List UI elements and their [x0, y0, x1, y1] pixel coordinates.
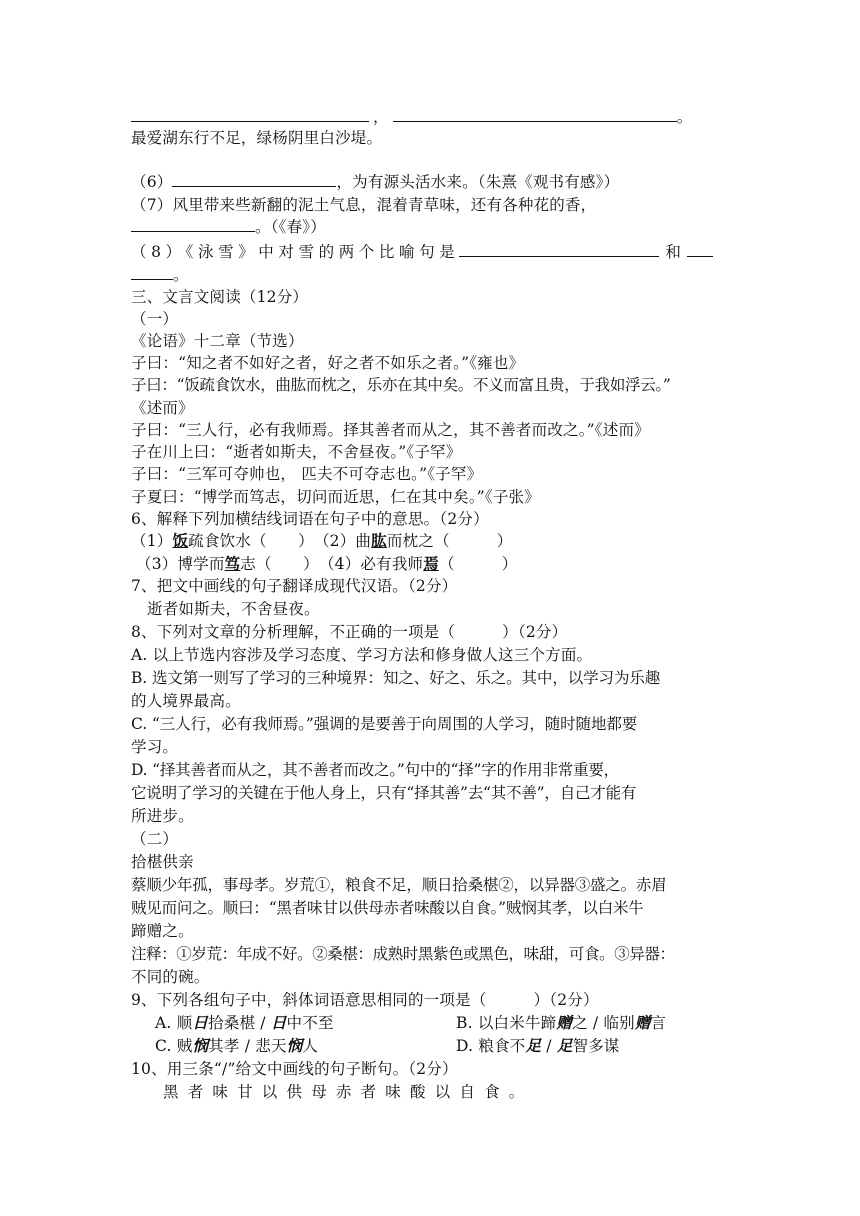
item-text: （ ） — [438, 555, 518, 573]
item-text: 。（《春》） — [255, 218, 326, 236]
blank-line-row — [131, 106, 731, 128]
italic-word: 日 — [270, 1013, 287, 1032]
passage-line: 贼见而问之。顺曰：“黑者味甘以供母赤者味酸以自食。”贼悯其孝，以白米牛 — [131, 899, 644, 917]
item-text: 中不至 — [286, 1014, 334, 1032]
answer-blank[interactable] — [131, 264, 173, 280]
option-9a — [155, 1012, 415, 1034]
passage-line: 蹄赠之。 — [131, 922, 194, 940]
passage-line: 子夏曰：“博学而笃志，切问而近思，仁在其中矣。”《子张》 — [131, 488, 540, 506]
option-b: B. 选文第一则写了学习的三种境界：知之、好之、乐之。其中，以学习为乐趣 — [131, 669, 661, 687]
passage-title: 《论语》十二章（节选） — [131, 332, 304, 350]
subsection-label: （一） — [131, 310, 179, 328]
annotation-line: 注释：①岁荒：年成不好。②桑椹：成熟时黑紫色或黑色，味甜，可食。③异器： — [131, 945, 675, 963]
option-9b — [456, 1012, 736, 1034]
question-6-items-b — [136, 553, 736, 575]
comma: ， — [373, 108, 389, 126]
italic-word: 悯 — [192, 1036, 209, 1055]
underlined-word: 肱 — [371, 531, 387, 550]
answer-blank[interactable] — [131, 106, 369, 122]
italic-word: 赠 — [556, 1013, 573, 1032]
passage-line: 子在川上曰：“逝者如斯夫，不舍昼夜。”《子罕》 — [131, 443, 462, 461]
answer-blank[interactable] — [393, 106, 677, 122]
passage-line: 蔡顺少年孤，事母孝。岁荒①，粮食不足，顺日拾桑椹②，以异器③盛之。赤眉 — [131, 876, 667, 894]
item-text: 。 — [173, 266, 189, 284]
passage-line: 子曰：“饭疏食饮水，曲肱而枕之，乐亦在其中矣。不义而富且贵，于我如浮云。” — [131, 376, 671, 394]
underlined-word: 焉 — [423, 554, 439, 573]
item-text: 和 — [665, 243, 682, 261]
item-text: ，为有源头活水来。（朱熹《观书有感》） — [336, 173, 620, 191]
item-text: 志（ ） （4）必有我师 — [240, 555, 424, 573]
italic-word: 足 — [556, 1036, 573, 1055]
option-b-cont: 的人境界最高。 — [131, 692, 241, 710]
question-10-sentence: 黑者味甘以供母赤者味酸以自食。 — [163, 1083, 534, 1101]
option-d-cont2: 所进步。 — [131, 807, 194, 825]
passage-line: 子曰：“三人行，必有我师焉。择其善者而从之，其不善者而改之。”《述而》 — [131, 421, 650, 439]
item-text: A. 顺 — [155, 1014, 193, 1032]
question-7-sentence: 逝者如斯夫，不舍昼夜。 — [147, 600, 320, 618]
passage-line: 子曰：“知之者不如好之者，好之者不如乐之者。”《雍也》 — [131, 354, 525, 372]
question-6-fill — [131, 171, 731, 193]
option-a: A. 以上节选内容涉及学习态度、学习方法和修身做人这三个方面。 — [131, 646, 593, 664]
passage-line: 《述而》 — [131, 399, 194, 417]
question-10: 10、用三条“/”给文中画线的句子断句。（2分） — [131, 1060, 458, 1078]
italic-word: 悯 — [286, 1036, 303, 1055]
item-text: 言 — [650, 1014, 667, 1032]
option-d: D. “择其善者而从之，其不善者而改之。”句中的“择”字的作用非常重要， — [131, 761, 619, 779]
question-7: 7、把文中画线的句子翻译成现代汉语。（2分） — [131, 577, 458, 595]
item-text: 疏食饮水（ ） （2）曲 — [188, 532, 372, 550]
answer-blank[interactable] — [459, 241, 659, 257]
question-8: 8、下列对文章的分析理解，不正确的一项是（ ）（2分） — [131, 623, 568, 641]
italic-word: 赠 — [634, 1013, 651, 1032]
item-text: 人 — [302, 1037, 319, 1055]
item-text: 其孝 / 悲天 — [208, 1037, 287, 1055]
question-8-fill — [131, 241, 731, 263]
question-6-items-a — [131, 530, 731, 552]
option-c-cont: 学习。 — [131, 738, 179, 756]
item-text: （1） — [131, 532, 173, 550]
item-text: 智多谋 — [572, 1037, 620, 1055]
item-number: （6） — [131, 173, 173, 191]
underlined-word: 饭 — [172, 531, 189, 550]
item-text: 之 / 临别 — [572, 1014, 635, 1032]
answer-blank[interactable] — [131, 216, 255, 232]
option-d-cont: 它说明了学习的关键在于他人身上，只有“择其善”去“其不善”，自己才能有 — [131, 784, 637, 802]
passage-title: 拾椹供亲 — [131, 853, 194, 871]
italic-word: 日 — [192, 1013, 209, 1032]
item-text: D. 粮食不 — [456, 1037, 526, 1055]
question-6: 6、解释下列加横结线词语在句子中的意思。（2分） — [131, 510, 489, 528]
item-text: / — [541, 1037, 557, 1055]
option-9d — [456, 1035, 736, 1057]
item-text: （8）《泳雪》中对雪的两个比喻句是 — [131, 243, 460, 261]
underlined-word: 笃 — [224, 554, 241, 573]
item-text: 拾桑椹 / — [208, 1014, 271, 1032]
italic-word: 足 — [525, 1036, 542, 1055]
passage-line: 子曰：“三军可夺帅也， 匹夫不可夺志也。”《子罕》 — [131, 465, 483, 483]
annotation-line: 不同的碗。 — [131, 968, 210, 986]
question-7-fill-cont — [131, 216, 731, 238]
item-text: 而枕之（ ） — [386, 532, 513, 550]
question-8-fill-cont — [131, 264, 731, 286]
item-text: C. 贼 — [155, 1037, 193, 1055]
period: 。 — [676, 108, 693, 126]
section-title: 三、文言文阅读（12分） — [131, 288, 309, 306]
answer-blank[interactable] — [687, 241, 713, 257]
subsection-label: （二） — [131, 830, 179, 848]
option-c: C. “三人行，必有我师焉。”强调的是要善于向周围的人学习，随时随地都要 — [131, 715, 638, 733]
question-9: 9、下列各组句子中，斜体词语意思相同的一项是（ ）（2分） — [131, 991, 599, 1009]
answer-blank[interactable] — [172, 171, 336, 187]
question-7-fill: （7）风里带来些新翻的泥土气息，混着青草味，还有各种花的香， — [131, 196, 597, 214]
item-text: B. 以白米牛蹄 — [456, 1014, 557, 1032]
poem-line: 最爱湖东行不足，绿杨阴里白沙堤。 — [131, 129, 383, 147]
option-9c — [155, 1035, 415, 1057]
item-text: （3）博学而 — [136, 555, 225, 573]
